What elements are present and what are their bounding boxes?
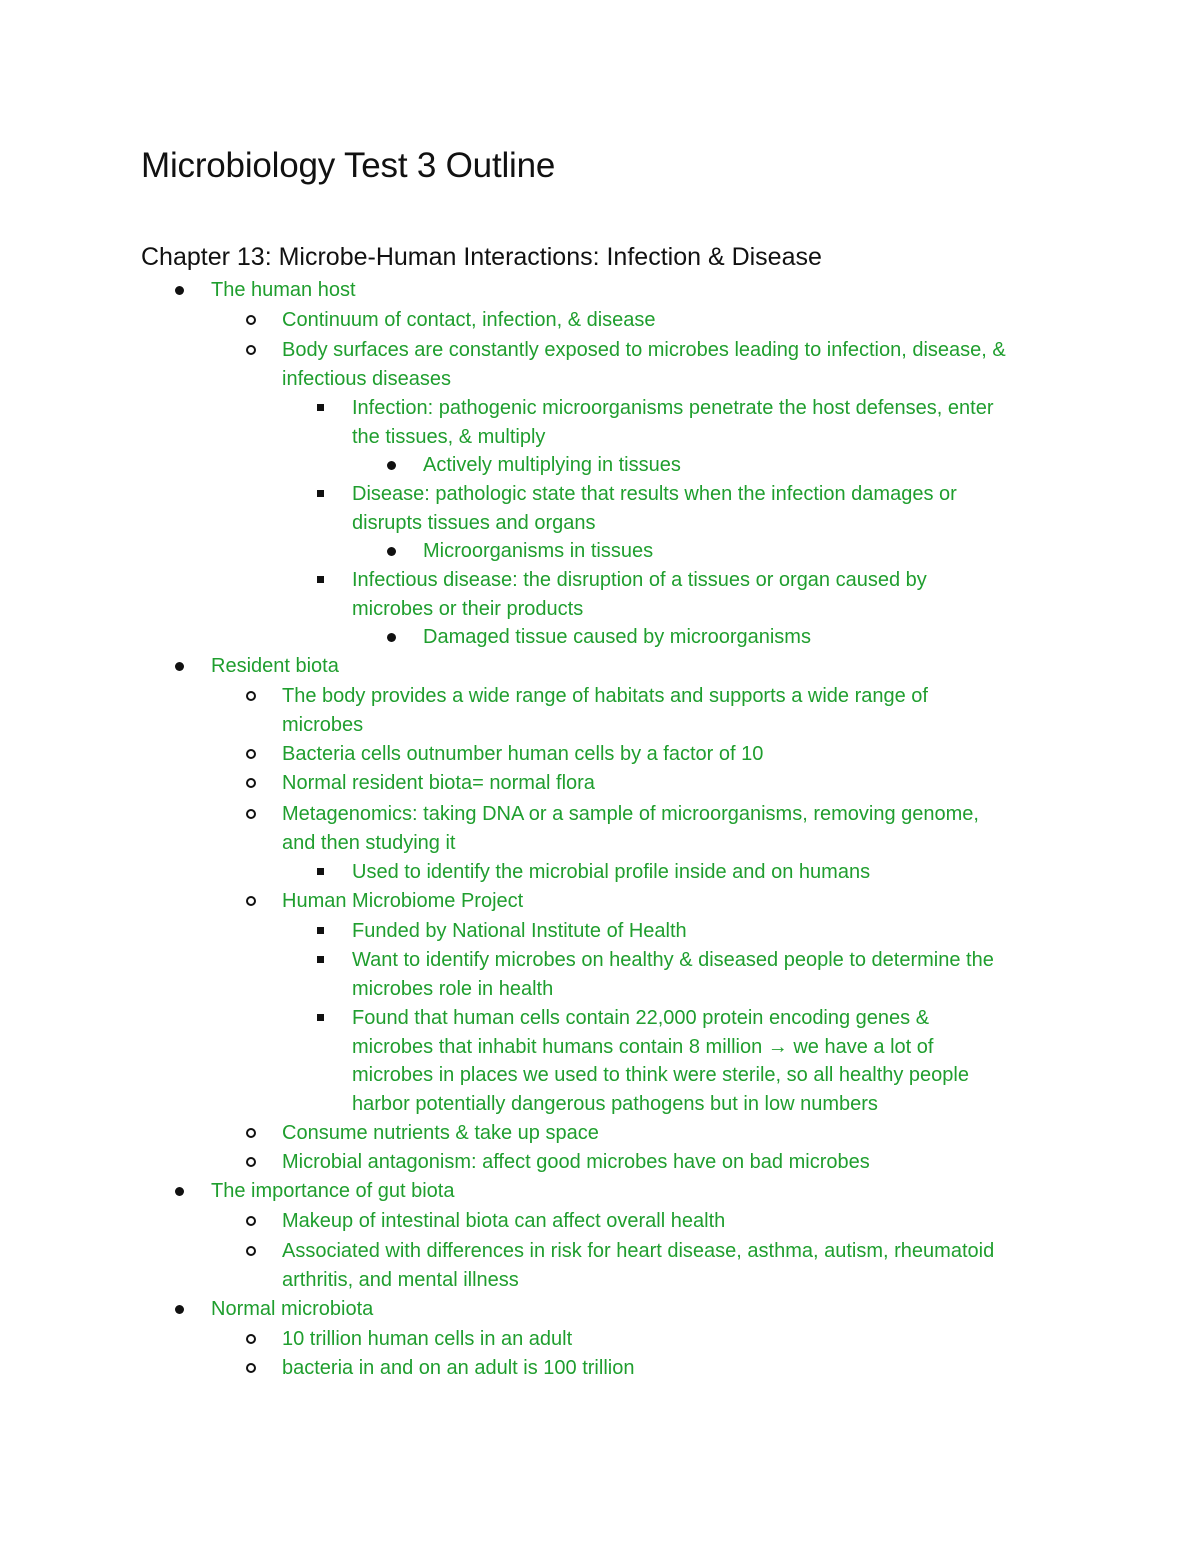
disc-bullet-icon	[175, 286, 184, 295]
disc-bullet-icon	[387, 633, 396, 642]
outline-item-disease: Disease: pathologic state that results when the infection damages or	[352, 483, 957, 505]
circle-bullet-icon	[246, 809, 256, 819]
outline-item-metagenomics-note: Used to identify the microbial profile inside and on humans	[352, 861, 871, 883]
outline-item-hmp-found-cont	[352, 1034, 933, 1060]
outline-item-hmp-found: Found that human cells contain 22,000 protein encoding genes &	[352, 1007, 930, 1029]
document-title: Microbiology Test 3 Outline	[141, 146, 556, 185]
outline-item-normal-flora: Normal resident biota= normal flora	[282, 772, 595, 794]
outline-item-hmp: Human Microbiome Project	[282, 890, 524, 912]
chapter-heading: Chapter 13: Microbe-Human Interactions: Infection & Disease	[141, 243, 822, 271]
circle-bullet-icon	[246, 778, 256, 788]
circle-bullet-icon	[246, 896, 256, 906]
circle-bullet-icon	[246, 1334, 256, 1344]
outline-item-disease-cont: disrupts tissues and organs	[352, 512, 596, 534]
outline-item-metagenomics: Metagenomics: taking DNA or a sample of microorganisms, removing genome,	[282, 803, 979, 825]
outline-item-body-surfaces: Body surfaces are constantly exposed to microbes leading to infection, disease, &	[282, 339, 1006, 361]
disc-bullet-icon	[387, 461, 396, 470]
circle-bullet-icon	[246, 1128, 256, 1138]
right-arrow-icon: →	[767, 1036, 788, 1058]
hmp-found-text-a: microbes that inhabit humans contain 8 million	[352, 1036, 768, 1058]
circle-bullet-icon	[246, 1216, 256, 1226]
outline-item-bacteria: bacteria in and on an adult is 100 trillion	[282, 1357, 635, 1379]
outline-item-habitats: The body provides a wide range of habitats and supports a wide range of	[282, 685, 928, 707]
outline-item-infection-cont: the tissues, & multiply	[352, 426, 546, 448]
disc-bullet-icon	[175, 1187, 184, 1196]
square-bullet-icon	[317, 1014, 324, 1021]
circle-bullet-icon	[246, 315, 256, 325]
square-bullet-icon	[317, 956, 324, 963]
outline-item-hmp-found-cont-3: harbor potentially dangerous pathogens but in low numbers	[352, 1093, 878, 1115]
outline-item-infection: Infection: pathogenic microorganisms penetrate the host defenses, enter	[352, 397, 994, 419]
outline-item-nutrients: Consume nutrients & take up space	[282, 1122, 599, 1144]
outline-item-associated: Associated with differences in risk for heart disease, asthma, autism, rheumatoid	[282, 1240, 995, 1262]
outline-item-makeup: Makeup of intestinal biota can affect overall health	[282, 1210, 726, 1232]
square-bullet-icon	[317, 404, 324, 411]
outline-item-associated-cont: arthritis, and mental illness	[282, 1269, 519, 1291]
circle-bullet-icon	[246, 1157, 256, 1167]
circle-bullet-icon	[246, 749, 256, 759]
outline-item-disease-note: Microorganisms in tissues	[423, 540, 654, 562]
outline-item-infectious-disease-cont: microbes or their products	[352, 598, 584, 620]
outline-item-hmp-want: Want to identify microbes on healthy & diseased people to determine the	[352, 949, 994, 971]
outline-item-body-surfaces-cont: infectious diseases	[282, 368, 451, 390]
outline-item-hmp-funded: Funded by National Institute of Health	[352, 920, 687, 942]
circle-bullet-icon	[246, 345, 256, 355]
outline-item-infectious-note: Damaged tissue caused by microorganisms	[423, 626, 811, 648]
outline-item-human-cells: 10 trillion human cells in an adult	[282, 1328, 573, 1350]
outline-item-hmp-want-cont: microbes role in health	[352, 978, 554, 1000]
circle-bullet-icon	[246, 691, 256, 701]
circle-bullet-icon	[246, 1363, 256, 1373]
square-bullet-icon	[317, 576, 324, 583]
outline-item-outnumber: Bacteria cells outnumber human cells by a factor of 10	[282, 743, 764, 765]
outline-item-normal-microbiota: Normal microbiota	[211, 1298, 374, 1320]
outline-item-infectious-disease: Infectious disease: the disruption of a tissues or organ caused by	[352, 569, 927, 591]
outline-item-gut-biota: The importance of gut biota	[211, 1180, 455, 1202]
disc-bullet-icon	[175, 1305, 184, 1314]
outline-item-continuum: Continuum of contact, infection, & disease	[282, 309, 656, 331]
disc-bullet-icon	[387, 547, 396, 556]
outline-item-habitats-cont: microbes	[282, 714, 364, 736]
outline-item-metagenomics-cont: and then studying it	[282, 832, 456, 854]
outline-item-infection-note: Actively multiplying in tissues	[423, 454, 681, 476]
outline-item-hmp-found-cont-2: microbes in places we used to think were sterile, so all healthy people	[352, 1064, 969, 1086]
disc-bullet-icon	[175, 662, 184, 671]
square-bullet-icon	[317, 490, 324, 497]
outline-item-antagonism: Microbial antagonism: affect good microbes have on bad microbes	[282, 1151, 870, 1173]
square-bullet-icon	[317, 927, 324, 934]
outline-item-resident-biota: Resident biota	[211, 655, 339, 677]
outline-item-human-host: The human host	[211, 279, 356, 301]
circle-bullet-icon	[246, 1246, 256, 1256]
hmp-found-text-b: we have a lot of	[787, 1036, 934, 1058]
square-bullet-icon	[317, 868, 324, 875]
